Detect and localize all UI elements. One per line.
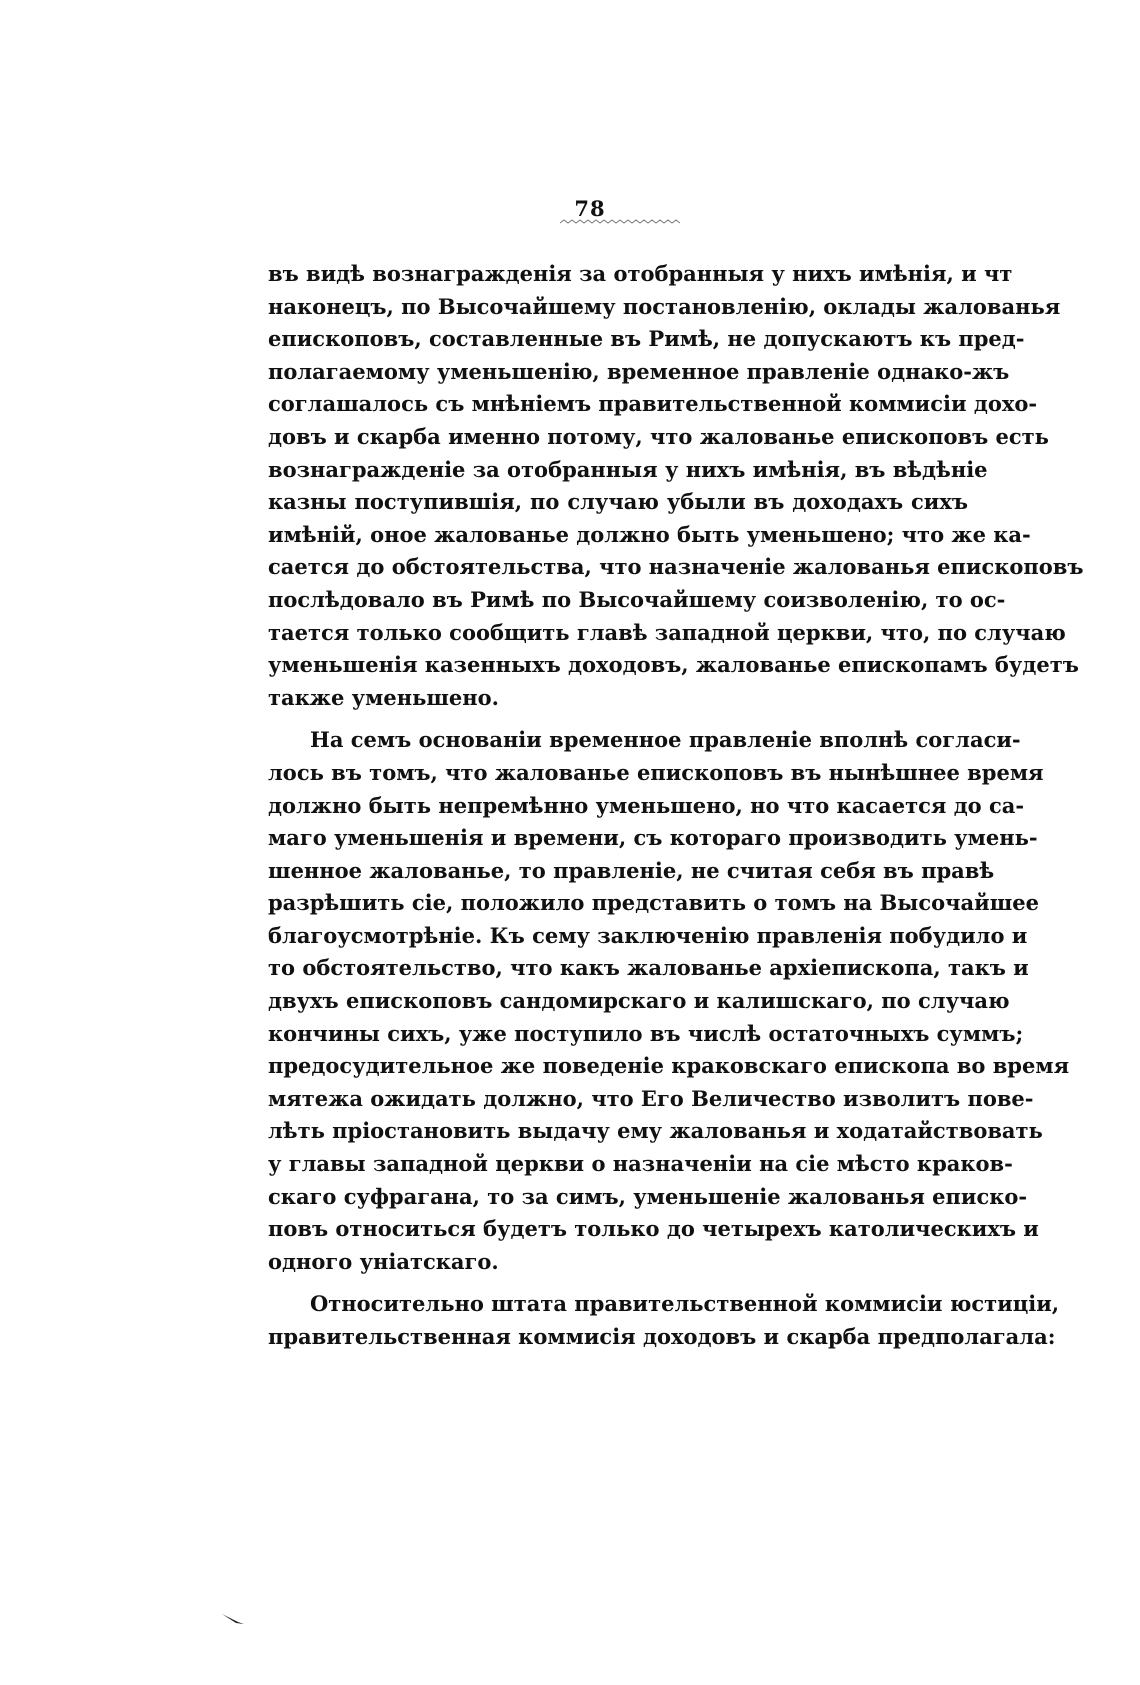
text-line: въ видѣ вознагражденія за отобранныя у нихъ имѣнія, и чт [268, 261, 1013, 286]
text-line: двухъ епископовъ сандомирскаго и калишскаго, по случаю [268, 988, 1010, 1014]
text-line: повъ относиться будетъ только до четырехъ католическихъ и [268, 1216, 1039, 1242]
text-line: наконецъ, по Высочайшему постановленію, оклады жалованья [268, 293, 1061, 319]
text-line: то обстоятельство, что какъ жалованье архіепископа, такъ и [268, 955, 1029, 981]
text-line: разрѣшить сіе, положило представить о томъ на Высочайшее [268, 890, 1039, 916]
text-line: соглашалось съ мнѣніемъ правительственной коммисіи дохо- [268, 391, 1038, 417]
text-line: тается только сообщить главѣ западной церкви, что, по случаю [268, 619, 1066, 645]
text-line: маго уменьшенія и времени, съ котораго производить умень- [268, 825, 1038, 851]
text-line: лѣть пріостановить выдачу ему жалованья и ходатайствовать [268, 1118, 1043, 1144]
paragraph-3 [268, 1288, 1060, 1353]
text-line: Относительно штата правительственной коммисіи юстиціи, [310, 1291, 1060, 1317]
paragraph-2 [268, 724, 1070, 1278]
text-line: кончины сихъ, уже поступило въ числѣ остаточныхъ суммъ; [268, 1020, 1024, 1046]
text-line: благоусмотрѣніе. Къ сему заключенію правленія побудило и [268, 922, 1028, 948]
paragraph-1 [268, 258, 1084, 714]
text-line: На семъ основаніи временное правленіе вполнѣ согласи- [310, 727, 1021, 753]
text-line: одного уніатскаго. [268, 1248, 499, 1274]
text-line: должно быть непремѣнно уменьшено, но что касается до са- [268, 792, 1025, 818]
text-line: довъ и скарба именно потому, что жалованье епископовъ есть [268, 423, 1049, 449]
body-text [268, 258, 1084, 1354]
text-line: шенное жалованье, то правленіе, не считая себя въ правѣ [268, 857, 995, 883]
text-line: мятежа ожидать должно, что Его Величество изволитъ пове- [268, 1085, 1034, 1111]
text-line: полагаемому уменьшенію, временное правленіе однако-жъ [268, 358, 1010, 384]
text-line: у главы западной церкви о назначеніи на сіе мѣсто краков- [268, 1151, 1013, 1177]
page-number: 78 [574, 196, 606, 221]
text-line: сается до обстоятельства, что назначеніе жалованья епископовъ [268, 554, 1084, 580]
text-line: епископовъ, составленные въ Римѣ, не допускаютъ къ пред- [268, 326, 1025, 352]
text-line: послѣдовало въ Римѣ по Высочайшему соизволенію, то ос- [268, 586, 1006, 612]
text-line: скаго суфрагана, то за симъ, уменьшеніе жалованья еписко- [268, 1183, 1028, 1209]
ornament-rule [560, 217, 680, 229]
text-line: имѣній, оное жалованье должно быть уменьшено; что же ка- [268, 521, 1031, 547]
text-line: казны поступившія, по случаю убыли въ доходахъ сихъ [268, 489, 968, 515]
scan-mark [222, 1613, 244, 1625]
text-line: лось въ томъ, что жалованье епископовъ въ нынѣшнее время [268, 759, 1044, 785]
text-line: предосудительное же поведеніе краковскаго епископа во время [268, 1053, 1070, 1079]
text-line: уменьшенія казенныхъ доходовъ, жалованье епископамъ будетъ [268, 652, 1079, 678]
text-line: правительственная коммисія доходовъ и скарба предполагала: [268, 1324, 1056, 1349]
text-line: вознагражденіе за отобранныя у нихъ имѣнія, въ вѣдѣніе [268, 456, 988, 482]
text-line: также уменьшено. [268, 684, 499, 710]
